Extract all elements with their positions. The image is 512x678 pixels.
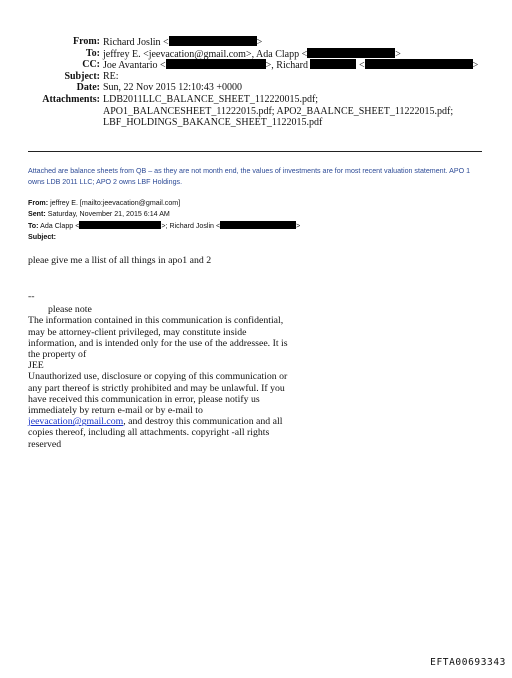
subject-row bbox=[0, 71, 512, 83]
attachment-1: LDB2011LLC_BALANCE_SHEET_112220015.pdf; bbox=[103, 93, 319, 105]
fwd-to-row bbox=[28, 221, 300, 232]
fwd-from-label: From: bbox=[28, 199, 49, 207]
redaction-box bbox=[310, 59, 356, 69]
fwd-from-row bbox=[28, 198, 300, 209]
cc-name: Joe Avantario < bbox=[103, 60, 166, 72]
from-name: Richard Joslin < bbox=[103, 37, 169, 48]
forwarded-header bbox=[28, 198, 300, 244]
fwd-sent-row bbox=[28, 209, 300, 220]
cc-lt: < bbox=[358, 60, 365, 72]
to-names: jeffrey E. <jeevacation@gmail.com>, Ada Clapp < bbox=[103, 48, 308, 60]
redaction-box bbox=[365, 59, 473, 69]
fwd-from-value: jeffrey E. [mailto:jeevacation@gmail.com] bbox=[50, 199, 181, 207]
fwd-to-mid: >; Richard Joslin < bbox=[161, 221, 221, 230]
subject-label: Subject: bbox=[64, 70, 100, 82]
fwd-sent-value: Saturday, November 21, 2015 6:14 AM bbox=[47, 210, 170, 219]
fwd-subject-row bbox=[28, 232, 300, 243]
jee-label: JEE bbox=[28, 360, 44, 372]
cc-label: CC: bbox=[82, 59, 100, 71]
date-value: Sun, 22 Nov 2015 12:10:43 +0000 bbox=[103, 82, 242, 94]
note-heading: please note bbox=[48, 304, 92, 316]
signature-block bbox=[28, 291, 288, 450]
cc-row bbox=[0, 59, 512, 71]
fwd-sent-label: Sent: bbox=[28, 210, 46, 219]
attachments-row bbox=[0, 94, 512, 106]
redaction-box bbox=[220, 221, 296, 229]
email-header bbox=[0, 36, 512, 129]
email-link[interactable]: jeevacation@gmail.com bbox=[28, 416, 124, 428]
from-label: From: bbox=[72, 36, 100, 47]
redaction-box bbox=[307, 48, 395, 58]
date-label: Date: bbox=[76, 82, 100, 94]
cc-tail: > bbox=[472, 60, 479, 72]
attachments-label: Attachments: bbox=[42, 93, 100, 105]
redaction-box bbox=[79, 221, 161, 229]
fwd-to-label: To: bbox=[28, 221, 39, 230]
header-divider bbox=[28, 151, 482, 152]
from-row bbox=[0, 36, 512, 48]
to-row bbox=[0, 48, 512, 60]
attachments-row-2 bbox=[0, 106, 512, 118]
signature-dashes: -- bbox=[28, 291, 35, 302]
disclaimer-text bbox=[28, 371, 288, 449]
message-body: pleae give me a llist of all things in apo1 and 2 bbox=[28, 255, 212, 266]
attachments-row-3 bbox=[0, 117, 512, 129]
cc-mid: >, Richard bbox=[265, 60, 308, 72]
disclaimer-body: Unauthorized use, disclosure or copying of this communication or any part thereof is strictly prohibited and may be unlawful. If you have received this communication in error, please notify us immediately by return e-mail or by e-mail to bbox=[28, 371, 288, 417]
confidentiality-text: The information contained in this communication is confidential, may be attorney-client privileged, may constitute inside information, and is intended only for the use of the addressee. It is the property of bbox=[28, 315, 288, 361]
redaction-box bbox=[169, 36, 257, 46]
document-id: EFTA00693343 bbox=[430, 657, 506, 668]
disclaimer-tail: , and destroy this communication and all copies thereof, including all attachments. copyright -all rights reserved bbox=[28, 416, 283, 450]
to-tail: > bbox=[395, 48, 401, 60]
attachment-3: LBF_HOLDINGS_BAKANCE_SHEET_1122015.pdf bbox=[103, 117, 323, 129]
fwd-subject-label: Subject: bbox=[28, 233, 56, 242]
fwd-to-value: Ada Clapp < bbox=[40, 221, 80, 230]
attachment-2: APO1_BALANCESHEET_11222015.pdf; APO2_BAALNCE_SHEET_11222015.pdf; bbox=[103, 105, 454, 117]
from-tail: > bbox=[256, 37, 263, 48]
redaction-box bbox=[166, 59, 266, 69]
date-row bbox=[0, 82, 512, 94]
to-label: To: bbox=[85, 47, 100, 59]
subject-value: RE: bbox=[103, 70, 119, 82]
reply-text: Attached are balance sheets from QB – as they are not month end, the values of investments are for most recent valuation statement. APO 1 owns LDB 2011 LLC; APO 2 owns LBF Holdings. bbox=[28, 167, 471, 187]
fwd-to-tail: > bbox=[296, 221, 301, 230]
